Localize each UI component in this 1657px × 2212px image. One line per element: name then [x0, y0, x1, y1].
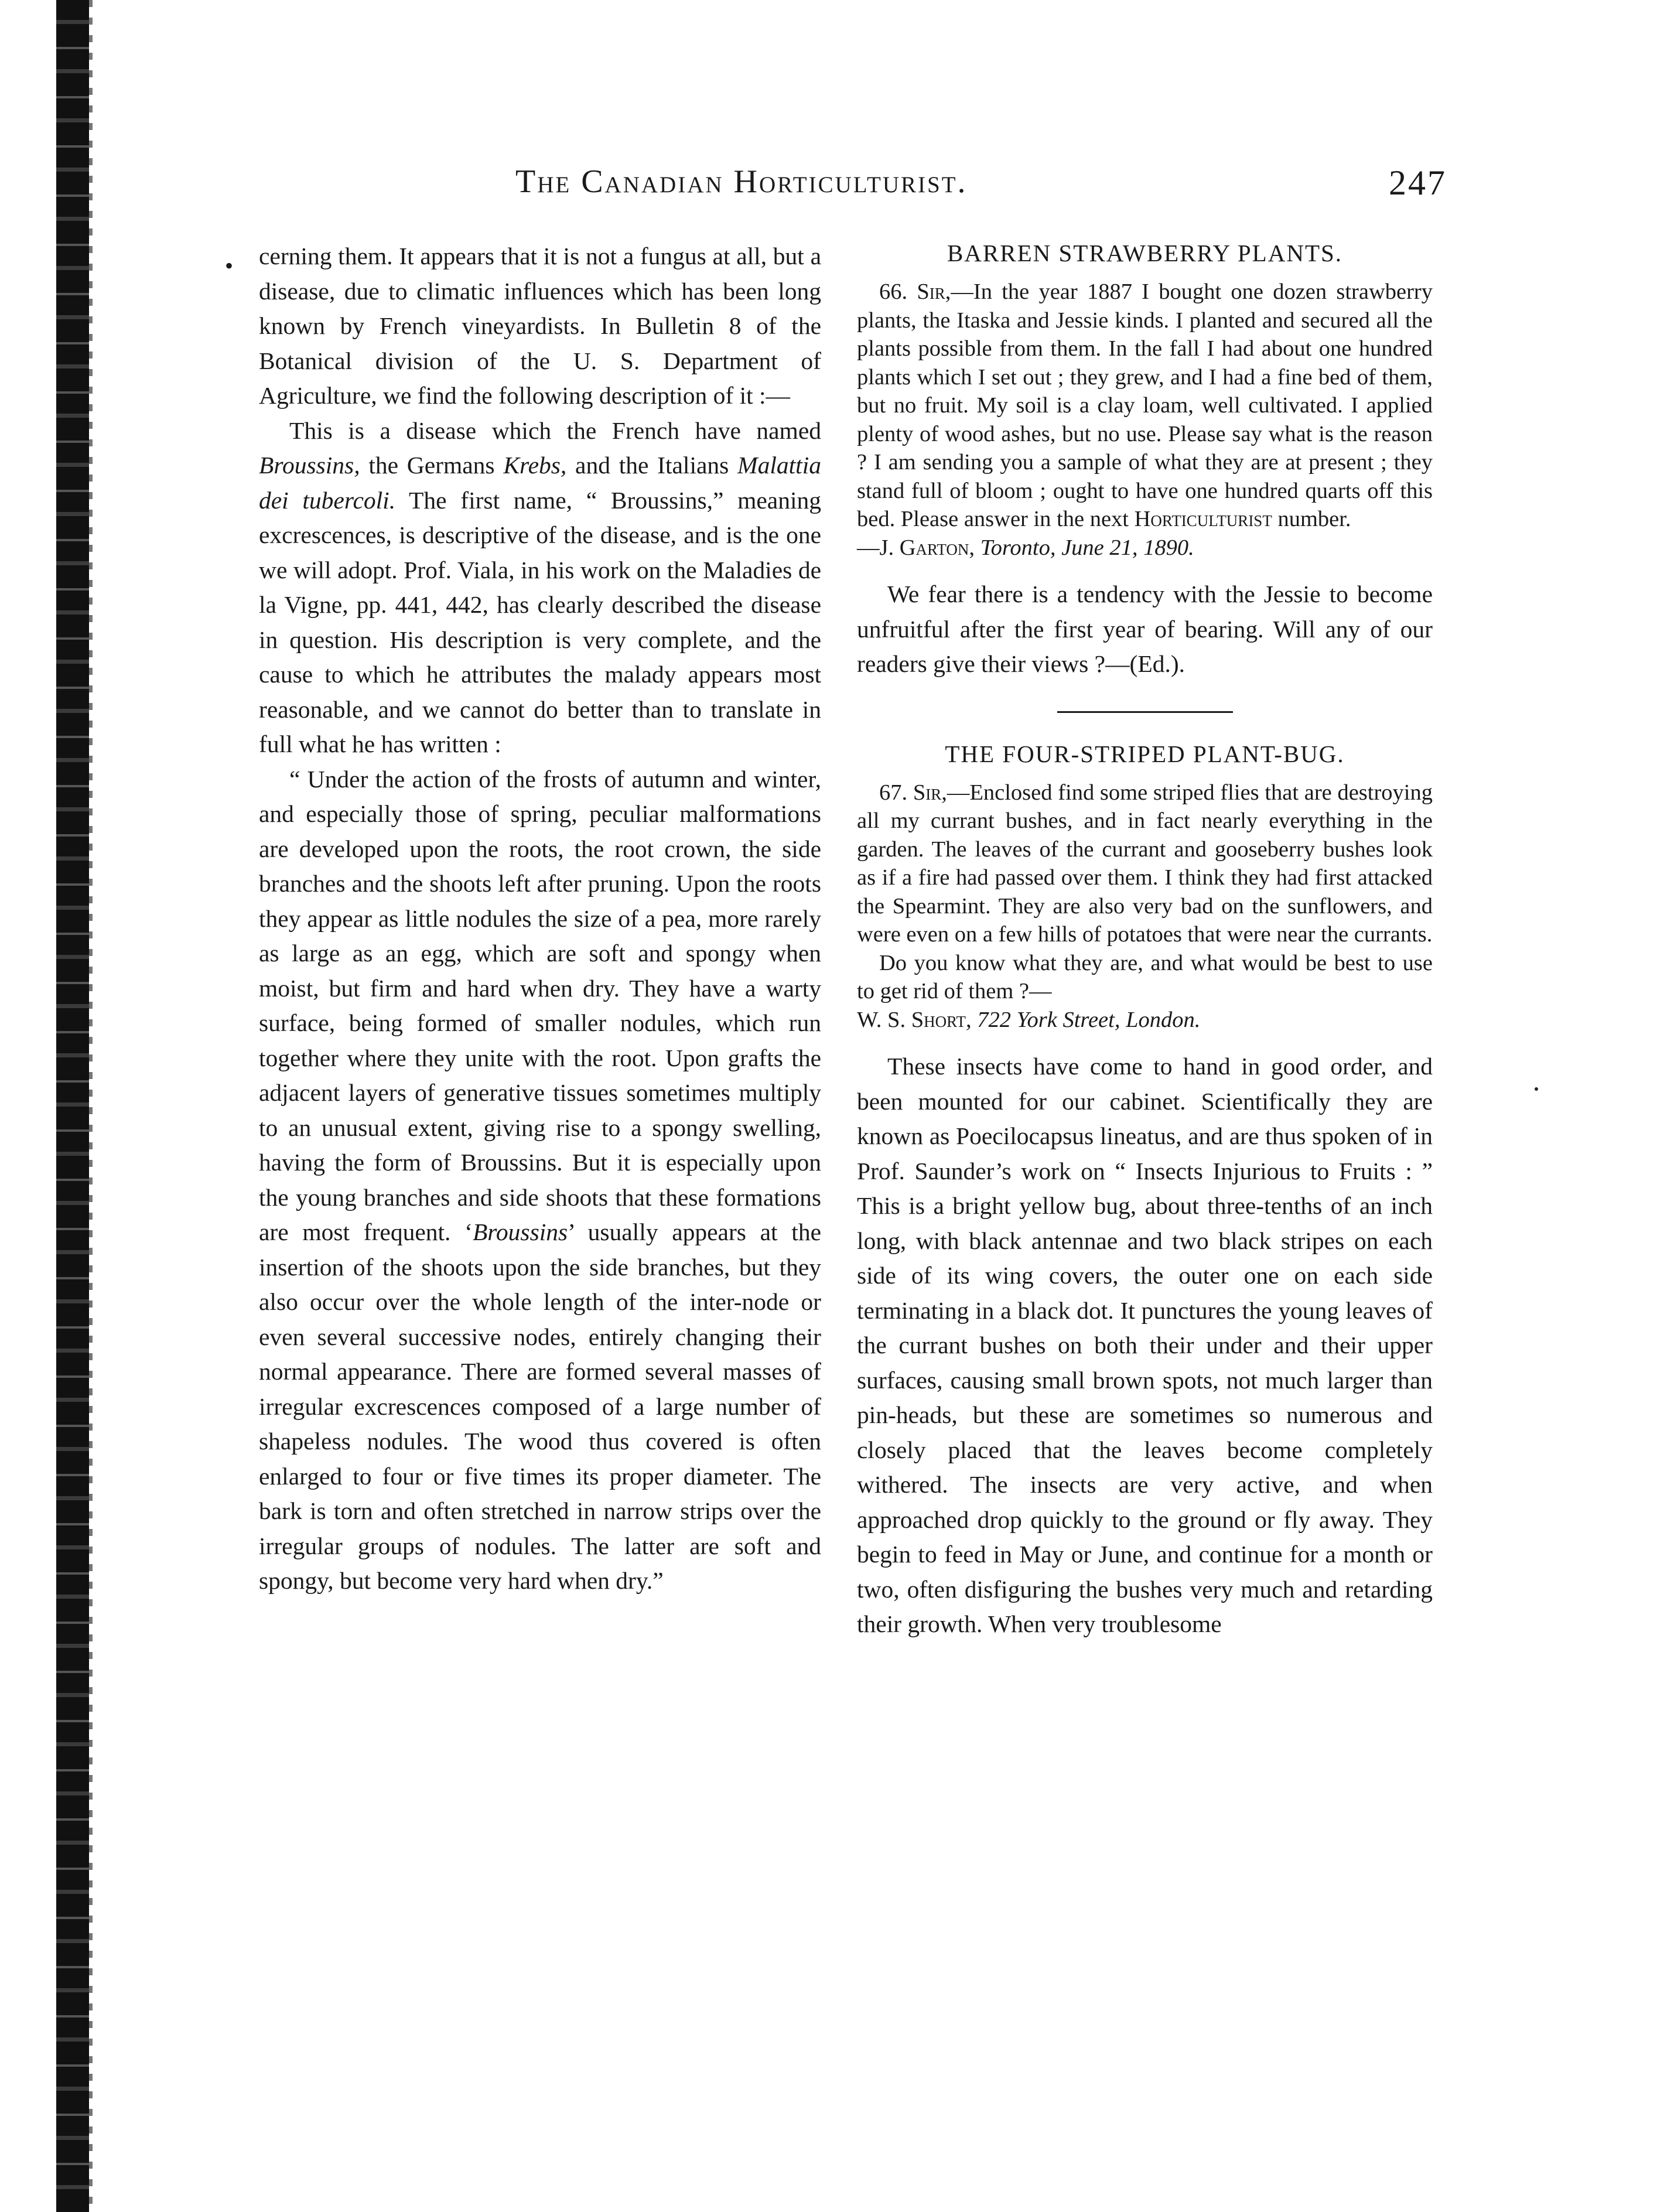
right-column: [857, 239, 1433, 1642]
paragraph-continuation: cerning them. It appears that it is not a fungus at all, but a disease, due to climatic influences which has been long known by French vineyardists. In Bulletin 8 of the Botanical division of the U. S. Department of Agriculture, we find the following description of it :—: [259, 243, 821, 409]
letter-66: [857, 278, 1433, 562]
running-title: The Canadian Horticulturist.: [515, 163, 968, 200]
letter-67-body: 67. Sir,—Enclosed find some striped flies that are destroying all my currant bushes, and in fact nearly everything in the garden. The leaves of the currant and gooseberry bushes look as if a fire had passed over them. I think they had first attacked the Spearmint. They are also very bad on the sunflowers, and were even on a few hills of potatoes that were near the currants.: [857, 780, 1433, 947]
letter-67-signature: W. S. Short, 722 York Street, London.: [857, 1007, 1201, 1032]
scanned-binding-edge: [56, 0, 89, 2212]
stray-mark: •: [225, 252, 234, 279]
section-heading-four-striped-bug: THE FOUR-STRIPED PLANT-BUG.: [945, 740, 1345, 767]
page-header: [258, 163, 1447, 210]
paragraph-viala-quote: “ Under the action of the frosts of autumn and winter, and especially those of spring, peculiar malformations are developed upon the roots, the root crown, the side branches and the shoots left after pruning. Upon the roots they appear as little nodules the size of a pea, more rarely as large as an egg, which are soft and spongy when moist, but firm and hard when dry. They have a warty surface, being formed of smaller nodules, which run together where they unite with the root. Upon grafts the adjacent layers of generative tissues sometimes multiply to an unusual extent, giving rise to a spongy swelling, having the form of Broussins. But it is especially upon the young branches and side shoots that these formations are most frequent. ‘Broussins’ usually appears at the insertion of the shoots upon the side branches, but they also occur over the whole length of the inter-node or even several successive nodes, entirely changing their normal appearance. There are formed several masses of irregular excrescences composed of a large number of shapeless nodules. The wood thus covered is often enlarged to four or five times its proper diameter. The bark is torn and often stretched in narrow strips over the irregular groups of nodules. The latter are soft and spongy, but become very hard when dry.”: [259, 765, 821, 1594]
letter-67-question: Do you know what they are, and what would be best to use to get rid of them ?—: [857, 950, 1433, 1003]
binding-shadow: [89, 0, 93, 2212]
letter-67: [857, 779, 1433, 1035]
section-divider: [1057, 711, 1233, 713]
paragraph-broussins-names: This is a disease which the French have named Broussins, the Germans Krebs, and the Italians Malattia dei tubercoli. The first name, “ Broussins,” meaning excrescences, is descriptive of the disease, and is the one we will adopt. Prof. Viala, in his work on the Maladies de la Vigne, pp. 441, 442, has clearly described the disease in question. His description is very complete, and the cause to which he attributes the malady appears most reasonable, and we cannot do better than to translate in full what he has written :: [259, 417, 821, 757]
page-number: 247: [1389, 163, 1447, 202]
left-column: [259, 239, 821, 1599]
letter-66-body: 66. Sir,—In the year 1887 I bought one dozen strawberry plants, the Itaska and Jessie kinds. I planted and secured all the plants possible from them. In the fall I had about one hundred plants which I set out ; they grew, and I had a fine bed of them, but no fruit. My soil is a clay loam, well cultivated. I applied plenty of wood ashes, but no use. Please say what is the reason ? I am sending you a sample of what they are at present ; they stand full of bloom ; ought to have one hundred quarts off this bed. Please answer in the next Horticulturist number.: [857, 279, 1433, 531]
editor-reply-66: We fear there is a tendency with the Jessie to become unfruitful after the first year of bearing. Will any of our readers give their views ?—(Ed.).: [857, 581, 1433, 677]
section-heading-barren-strawberry: BARREN STRAWBERRY PLANTS.: [947, 240, 1343, 267]
scan-speck: [1535, 1087, 1538, 1091]
letter-66-signature: —J. Garton, Toronto, June 21, 1890.: [857, 535, 1194, 560]
editor-reply-67: These insects have come to hand in good order, and been mounted for our cabinet. Scientifically they are known as Poecilocapsus lineatus, and are thus spoken of in Prof. Saunder’s work on “ Insects Injurious to Fruits : ” This is a bright yellow bug, about three-tenths of an inch long, with black antennae and two black stripes on each side of its wing covers, the outer one on each side terminating in a black dot. It punctures the young leaves of the currant bushes on both their under and their upper surfaces, causing small brown spots, not much larger than pin-heads, but these are sometimes so numerous and closely placed that the leaves become completely withered. The insects are very active, and when approached drop quickly to the ground or fly away. They begin to feed in May or June, and continue for a month or two, often disfiguring the bushes very much and retarding their growth. When very troublesome: [857, 1053, 1433, 1637]
